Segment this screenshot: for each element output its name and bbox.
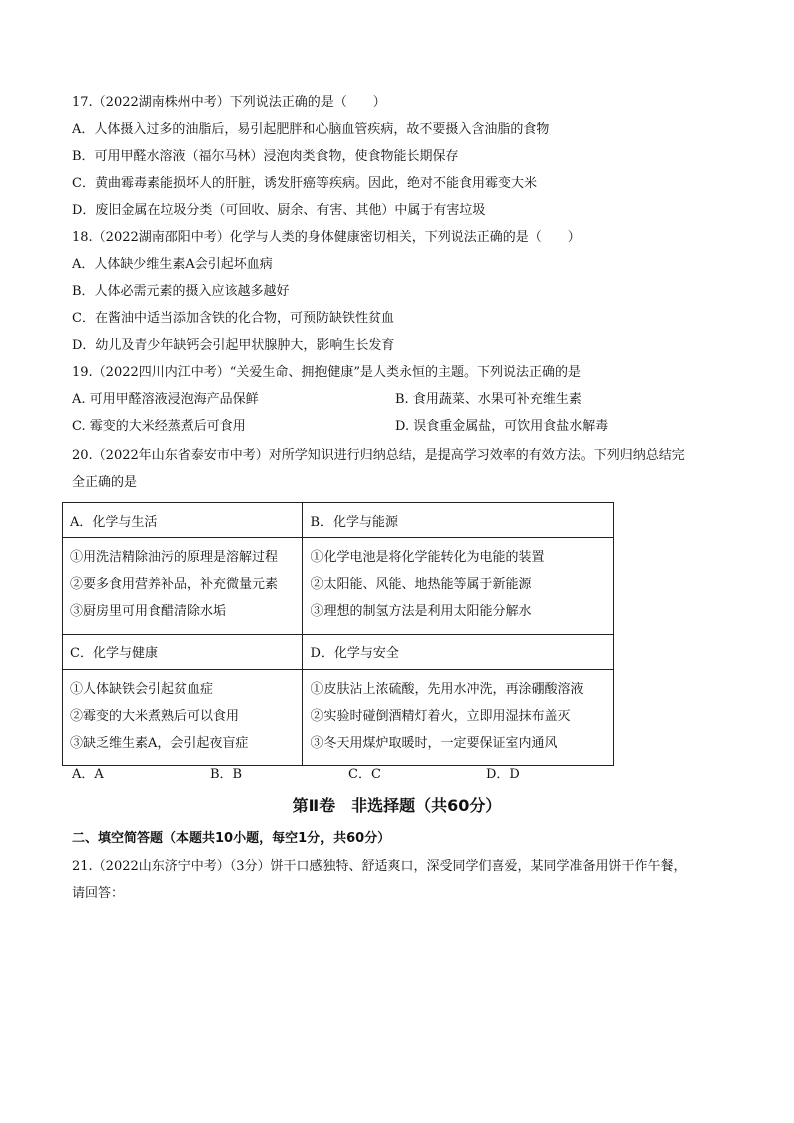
q17-option-b: B．可用甲醛水溶液（福尔马林）浸泡肉类食物，使食物能长期保存	[72, 149, 459, 164]
q18-stem: 18.（2022湖南邵阳中考）化学与人类的身体健康密切相关，下列说法正确的是（ ）	[72, 230, 581, 245]
q20-stem-line2: 全正确的是	[72, 475, 138, 490]
table-cell-b	[303, 538, 614, 635]
table-item: ③冬天用煤炉取暖时，一定要保证室内通风	[310, 735, 558, 751]
table-header-a: A．化学与生活	[63, 503, 303, 538]
table-item: ②霉变的大米煮熟后可以食用	[70, 708, 240, 724]
q17-option-a: A．人体摄入过多的油脂后，易引起肥胖和心脑血管疾病，故不要摄入含油脂的食物	[72, 122, 550, 137]
q17-option-c: C．黄曲霉毒素能损坏人的肝脏，诱发肝癌等疾病。因此，绝对不能食用霉变大米	[72, 176, 537, 191]
q20-answer-c: C．C	[348, 767, 381, 782]
section-title: 第Ⅱ卷 非选择题（共60分）	[292, 796, 502, 815]
q18-option-d: D．幼儿及青少年缺钙会引起甲状腺肿大，影响生长发育	[72, 338, 395, 353]
q19-stem: 19.（2022四川内江中考）“关爱生命、拥抱健康”是人类永恒的主题。下列说法正确的是	[72, 365, 582, 380]
table-item: ③厨房里可用食醋清除水垢	[70, 604, 227, 619]
q20-table	[62, 502, 614, 766]
q18-option-c: C．在酱油中适当添加含铁的化合物，可预防缺铁性贫血	[72, 311, 394, 326]
table-item: ①皮肤沾上浓硫酸，先用水冲洗，再涂硼酸溶液	[310, 681, 584, 697]
table-item: ②实验时碰倒酒精灯着火，立即用湿抹布盖灭	[310, 708, 571, 724]
q20-stem-line1: 20.（2022年山东省泰安市中考）对所学知识进行归纳总结，是提高学习效率的有效方法。下列归纳总结完	[72, 448, 685, 463]
table-item: ③理想的制氢方法是利用太阳能分解水	[310, 604, 532, 619]
q21-line2: 请回答：	[72, 886, 125, 901]
table-cell-c	[63, 669, 303, 766]
table-item: ③缺乏维生素A，会引起夜盲症	[70, 735, 249, 751]
table-item: ②太阳能、风能、地热能等属于新能源	[310, 577, 532, 592]
table-item: ②要多食用营养补品，补充微量元素	[70, 577, 279, 592]
table-item: ①化学电池是将化学能转化为电能的装置	[310, 550, 545, 565]
q21-line1: 21.（2022山东济宁中考）（3分）饼干口感独特、舒适爽口，深受同学们喜爱，某同学准备用饼干作午餐，	[72, 859, 687, 874]
table-cell-a	[63, 538, 303, 635]
q20-answer-b: B．B	[210, 767, 243, 782]
table-header-c: C．化学与健康	[63, 634, 303, 669]
q19-option-a: A. 可用甲醛溶液浸泡海产品保鲜	[72, 392, 259, 407]
q18-option-a: A．人体缺少维生素A会引起坏血病	[72, 257, 273, 272]
q20-answer-a: A．A	[72, 767, 104, 782]
table-item: ①人体缺铁会引起贫血症	[70, 681, 214, 697]
q19-option-c: C. 霉变的大米经蒸煮后可食用	[72, 419, 246, 434]
q17-stem: 17.（2022湖南株州中考）下列说法正确的是（ ）	[72, 95, 386, 110]
q18-option-b: B．人体必需元素的摄入应该越多越好	[72, 284, 290, 299]
q20-answer-d: D．D	[486, 767, 520, 782]
part2-heading: 二、填空简答题（本题共10小题，每空1分，共60分）	[72, 831, 391, 846]
q19-option-b: B. 食用蔬菜、水果可补充维生素	[395, 392, 582, 407]
table-item: ①用洗洁精除油污的原理是溶解过程	[70, 550, 279, 565]
q17-option-d: D．废旧金属在垃圾分类（可回收、厨余、有害、其他）中属于有害垃圾	[72, 203, 486, 218]
table-header-d: D．化学与安全	[303, 634, 614, 669]
q19-option-d: D. 误食重金属盐，可饮用食盐水解毒	[395, 419, 609, 434]
table-header-b: B．化学与能源	[303, 503, 614, 538]
table-cell-d	[303, 669, 614, 766]
